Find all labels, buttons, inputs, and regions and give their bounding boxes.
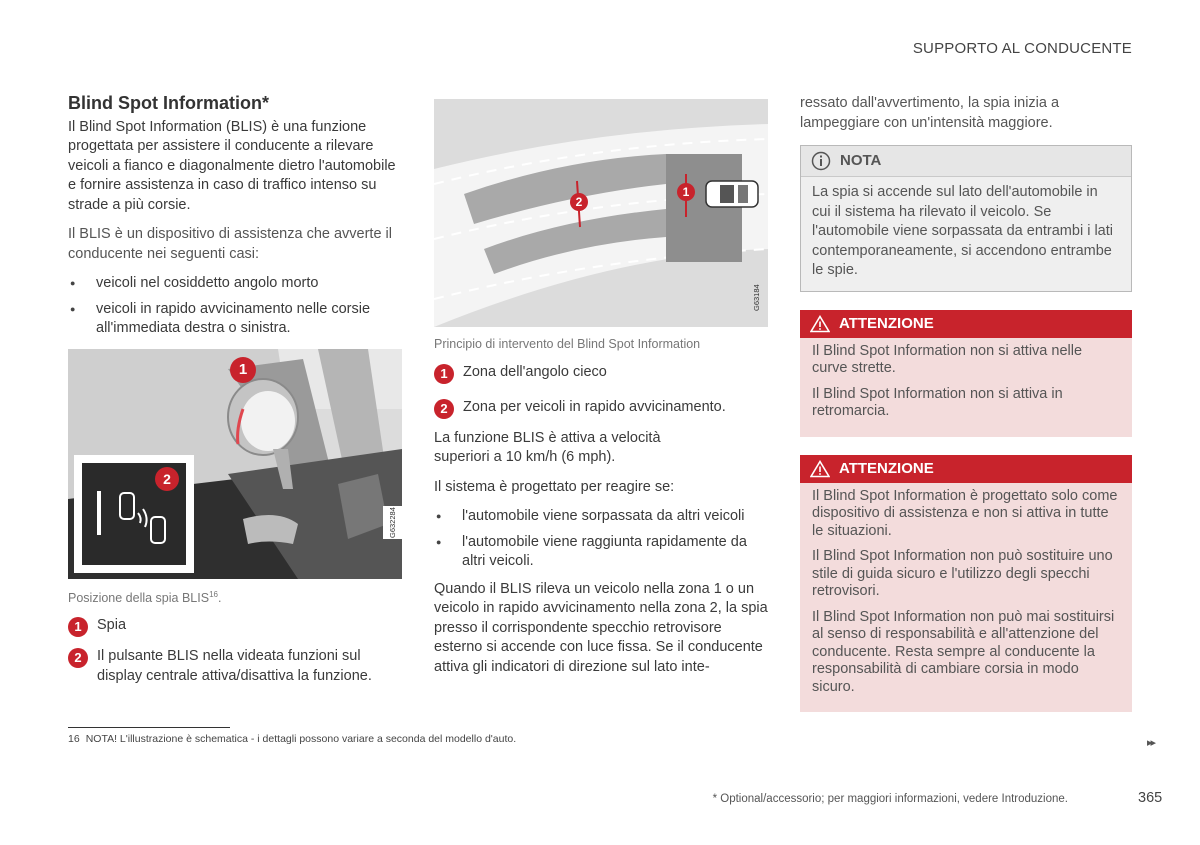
number-badge: 1 bbox=[434, 364, 454, 384]
warning-box bbox=[800, 310, 1132, 437]
column-1 bbox=[68, 94, 398, 696]
intro-paragraph: Il Blind Spot Information (BLIS) è una funzione progettata per assistere il conducente a rilevare veicoli a fianco e diagonalmente dietro l'automobile e fornire assistenza in caso di traffico intenso su strade a più corsie. bbox=[68, 118, 396, 213]
zone-illustration bbox=[434, 99, 768, 327]
item-text: Spia bbox=[97, 617, 127, 634]
double-triangle-right-icon: ▸▸ bbox=[1147, 737, 1155, 749]
figure-code: G632284 bbox=[383, 506, 402, 539]
warning-body bbox=[800, 483, 1132, 713]
marker-1: 1 bbox=[230, 357, 256, 383]
warning-text: Il Blind Spot Information è progettato solo come dispositivo di assistenza e non si attiva in tutte le situazioni. bbox=[812, 487, 1118, 539]
note-label: NOTA bbox=[840, 152, 882, 170]
column-2 bbox=[434, 99, 768, 687]
react-paragraph: Il sistema è progettato per reagire se: bbox=[434, 478, 675, 495]
warning-triangle-icon bbox=[810, 315, 830, 333]
note-header bbox=[801, 146, 1131, 177]
page-number: 365 bbox=[1138, 790, 1163, 806]
list-item: ● veicoli in rapido avvicinamento nelle corsie all'immediata destra o sinistra. bbox=[68, 300, 398, 339]
figure-code: G63184 bbox=[752, 284, 761, 311]
bullet-list bbox=[68, 274, 398, 339]
note-text: La spia si accende sul lato dell'automobile in cui il sistema ha rilevato il veicolo. Se l'automobile viene sorpassata da entrambi i lati contemporaneamente, si accendono entrambe le spie. bbox=[812, 184, 1113, 278]
warning-text: Il Blind Spot Information non si attiva in retromarcia. bbox=[812, 385, 1063, 419]
section-header: SUPPORTO AL CONDUCENTE bbox=[912, 40, 1132, 57]
list-item: ● l'automobile viene sorpassata da altri veicoli bbox=[434, 507, 768, 527]
list-item bbox=[434, 398, 768, 419]
section-title: Blind Spot Information* bbox=[68, 93, 269, 113]
info-icon bbox=[811, 151, 831, 171]
note-box bbox=[800, 145, 1132, 292]
warning-header bbox=[800, 310, 1132, 338]
figure-caption: Posizione della spia BLIS$^{16}$. bbox=[68, 589, 222, 605]
list-item bbox=[68, 616, 398, 637]
footnote bbox=[68, 733, 516, 745]
number-badge: 2 bbox=[434, 399, 454, 419]
warning-header bbox=[800, 455, 1132, 483]
warning-text: Il Blind Spot Information non si attiva nelle curve strette. bbox=[812, 342, 1083, 376]
footnote-text: NOTA! L'illustrazione è schematica - i dettagli possono variare a seconda del modello d'auto. bbox=[85, 733, 517, 745]
column-3 bbox=[800, 94, 1132, 712]
list-item bbox=[68, 647, 398, 686]
optional-note: * Optional/accessorio; per maggiori informazioni, vedere Introduzione. bbox=[712, 793, 1068, 805]
warning-triangle-icon bbox=[810, 460, 830, 478]
item-text: Il pulsante BLIS nella videata funzioni sul display centrale attiva/disattiva la funzione. bbox=[97, 648, 372, 684]
zone-figure bbox=[434, 99, 768, 327]
list-item bbox=[434, 363, 768, 384]
list-item: ● veicoli nel cosiddetto angolo morto bbox=[68, 274, 398, 294]
bullet-list bbox=[434, 507, 768, 572]
marker-2: 2 bbox=[570, 193, 588, 211]
footnote-number: 16 bbox=[68, 733, 80, 745]
list-item: ● l'automobile viene raggiunta rapidamente da altri veicoli. bbox=[434, 533, 768, 572]
footnote-rule bbox=[68, 727, 230, 728]
warning-text: Il Blind Spot Information non può mai sostituirsi al senso di responsabilità e all'attenzione del conducente. Resta sempre al conducente la responsabilità di cambiare corsia in modo sicuro. bbox=[812, 608, 1115, 695]
marker-2: 2 bbox=[155, 467, 179, 491]
mirror-figure bbox=[68, 349, 402, 579]
figure-caption: Principio di intervento del Blind Spot Information bbox=[434, 337, 701, 351]
warning-label: ATTENZIONE bbox=[839, 459, 934, 477]
number-badge: 1 bbox=[68, 617, 88, 637]
detection-paragraph: Quando il BLIS rileva un veicolo nella zona 1 o un veicolo in rapido avvicinamento nella zona 2, la spia presso il corrispondente specchio retrovisore esterno si accende con luce fissa. Se il conducente attiva gli indicatori di direzione sul lato inte- bbox=[434, 580, 768, 675]
warning-text: Il Blind Spot Information non può sostituire uno stile di guida sicuro e l'utilizzo degli specchi retrovisori. bbox=[812, 548, 1113, 599]
warning-box bbox=[800, 455, 1132, 713]
number-badge: 2 bbox=[68, 648, 88, 668]
continued-paragraph: ressato dall'avvertimento, la spia inizia a lampeggiare con un'intensità maggiore. bbox=[800, 95, 1060, 131]
blis-paragraph: Il BLIS è un dispositivo di assistenza che avverte il conducente nei seguenti casi: bbox=[68, 226, 392, 262]
item-text: Zona per veicoli in rapido avvicinamento. bbox=[463, 398, 726, 415]
speed-paragraph: La funzione BLIS è attiva a velocità superiori a 10 km/h (6 mph). bbox=[434, 429, 661, 465]
warning-body bbox=[800, 338, 1132, 437]
marker-1: 1 bbox=[677, 183, 695, 201]
warning-label: ATTENZIONE bbox=[839, 314, 934, 332]
item-text: Zona dell'angolo cieco bbox=[463, 363, 607, 380]
